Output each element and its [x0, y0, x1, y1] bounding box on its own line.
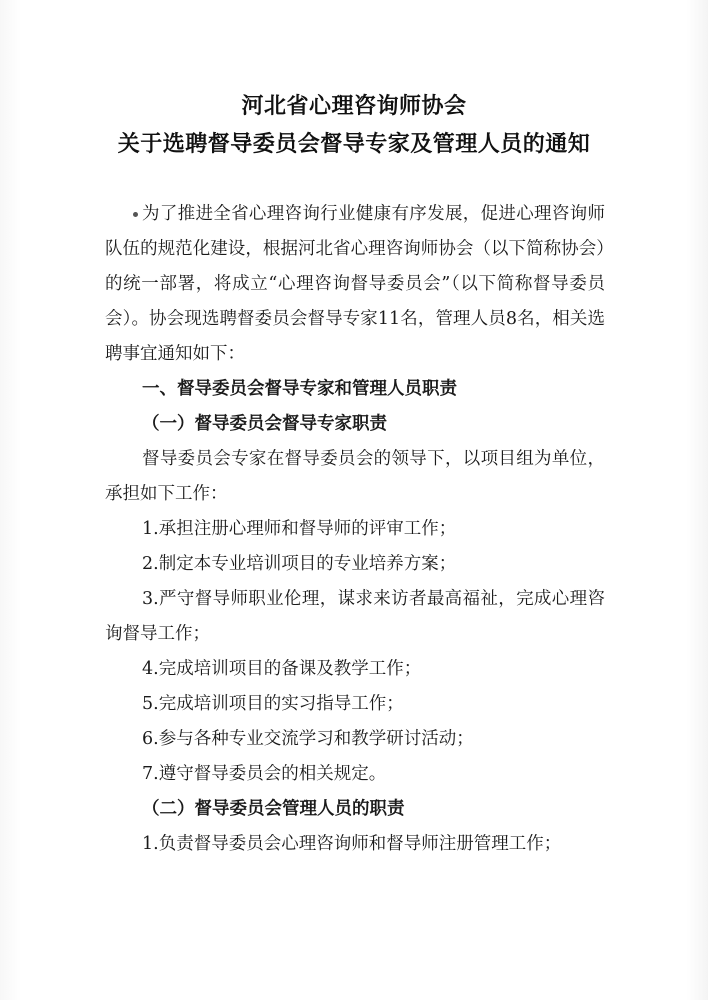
- expert-duties-intro: 督导委员会专家在督导委员会的领导下，以项目组为单位，承担如下工作：: [105, 449, 605, 504]
- subsection-heading-expert-duties: （一）督导委员会督导专家职责: [142, 414, 387, 434]
- document-title-organization: 河北省心理咨询师协会: [241, 94, 467, 119]
- expert-duty-item: 4.完成培训项目的备课及教学工作；: [142, 659, 422, 679]
- document-title-notice: 关于选聘督导委员会督导专家及管理人员的通知: [117, 132, 591, 157]
- section-heading-duties: 一、督导委员会督导专家和管理人员职责: [142, 379, 457, 399]
- expert-duty-item: 3.严守督导师职业伦理，谋求来访者最高福祉，完成心理咨询督导工作；: [105, 589, 605, 644]
- document-body: [105, 197, 605, 862]
- subsection-heading-manager-duties: （二）督导委员会管理人员的职责: [142, 799, 405, 819]
- expert-duty-item: 1.承担注册心理师和督导师的评审工作；: [142, 519, 457, 539]
- manager-duty-item: 1.负责督导委员会心理咨询师和督导师注册管理工作；: [142, 834, 562, 854]
- expert-duty-item: 6.参与各种专业交流学习和教学研讨活动；: [142, 729, 474, 749]
- expert-duty-item: 5.完成培训项目的实习指导工作；: [142, 694, 404, 714]
- intro-paragraph: 为了推进全省心理咨询行业健康有序发展，促进心理咨询师队伍的规范化建设，根据河北省心理咨询师协会（以下简称协会）的统一部署，将成立“心理咨询督导委员会”（以下简称督导委员会）。协会现选聘督委员会督导专家11名，管理人员8名，相关选聘事宜通知如下：: [105, 204, 605, 364]
- expert-duty-item: 2.制定本专业培训项目的专业培养方案；: [142, 554, 457, 574]
- expert-duty-item: 7.遵守督导委员会的相关规定。: [142, 764, 387, 784]
